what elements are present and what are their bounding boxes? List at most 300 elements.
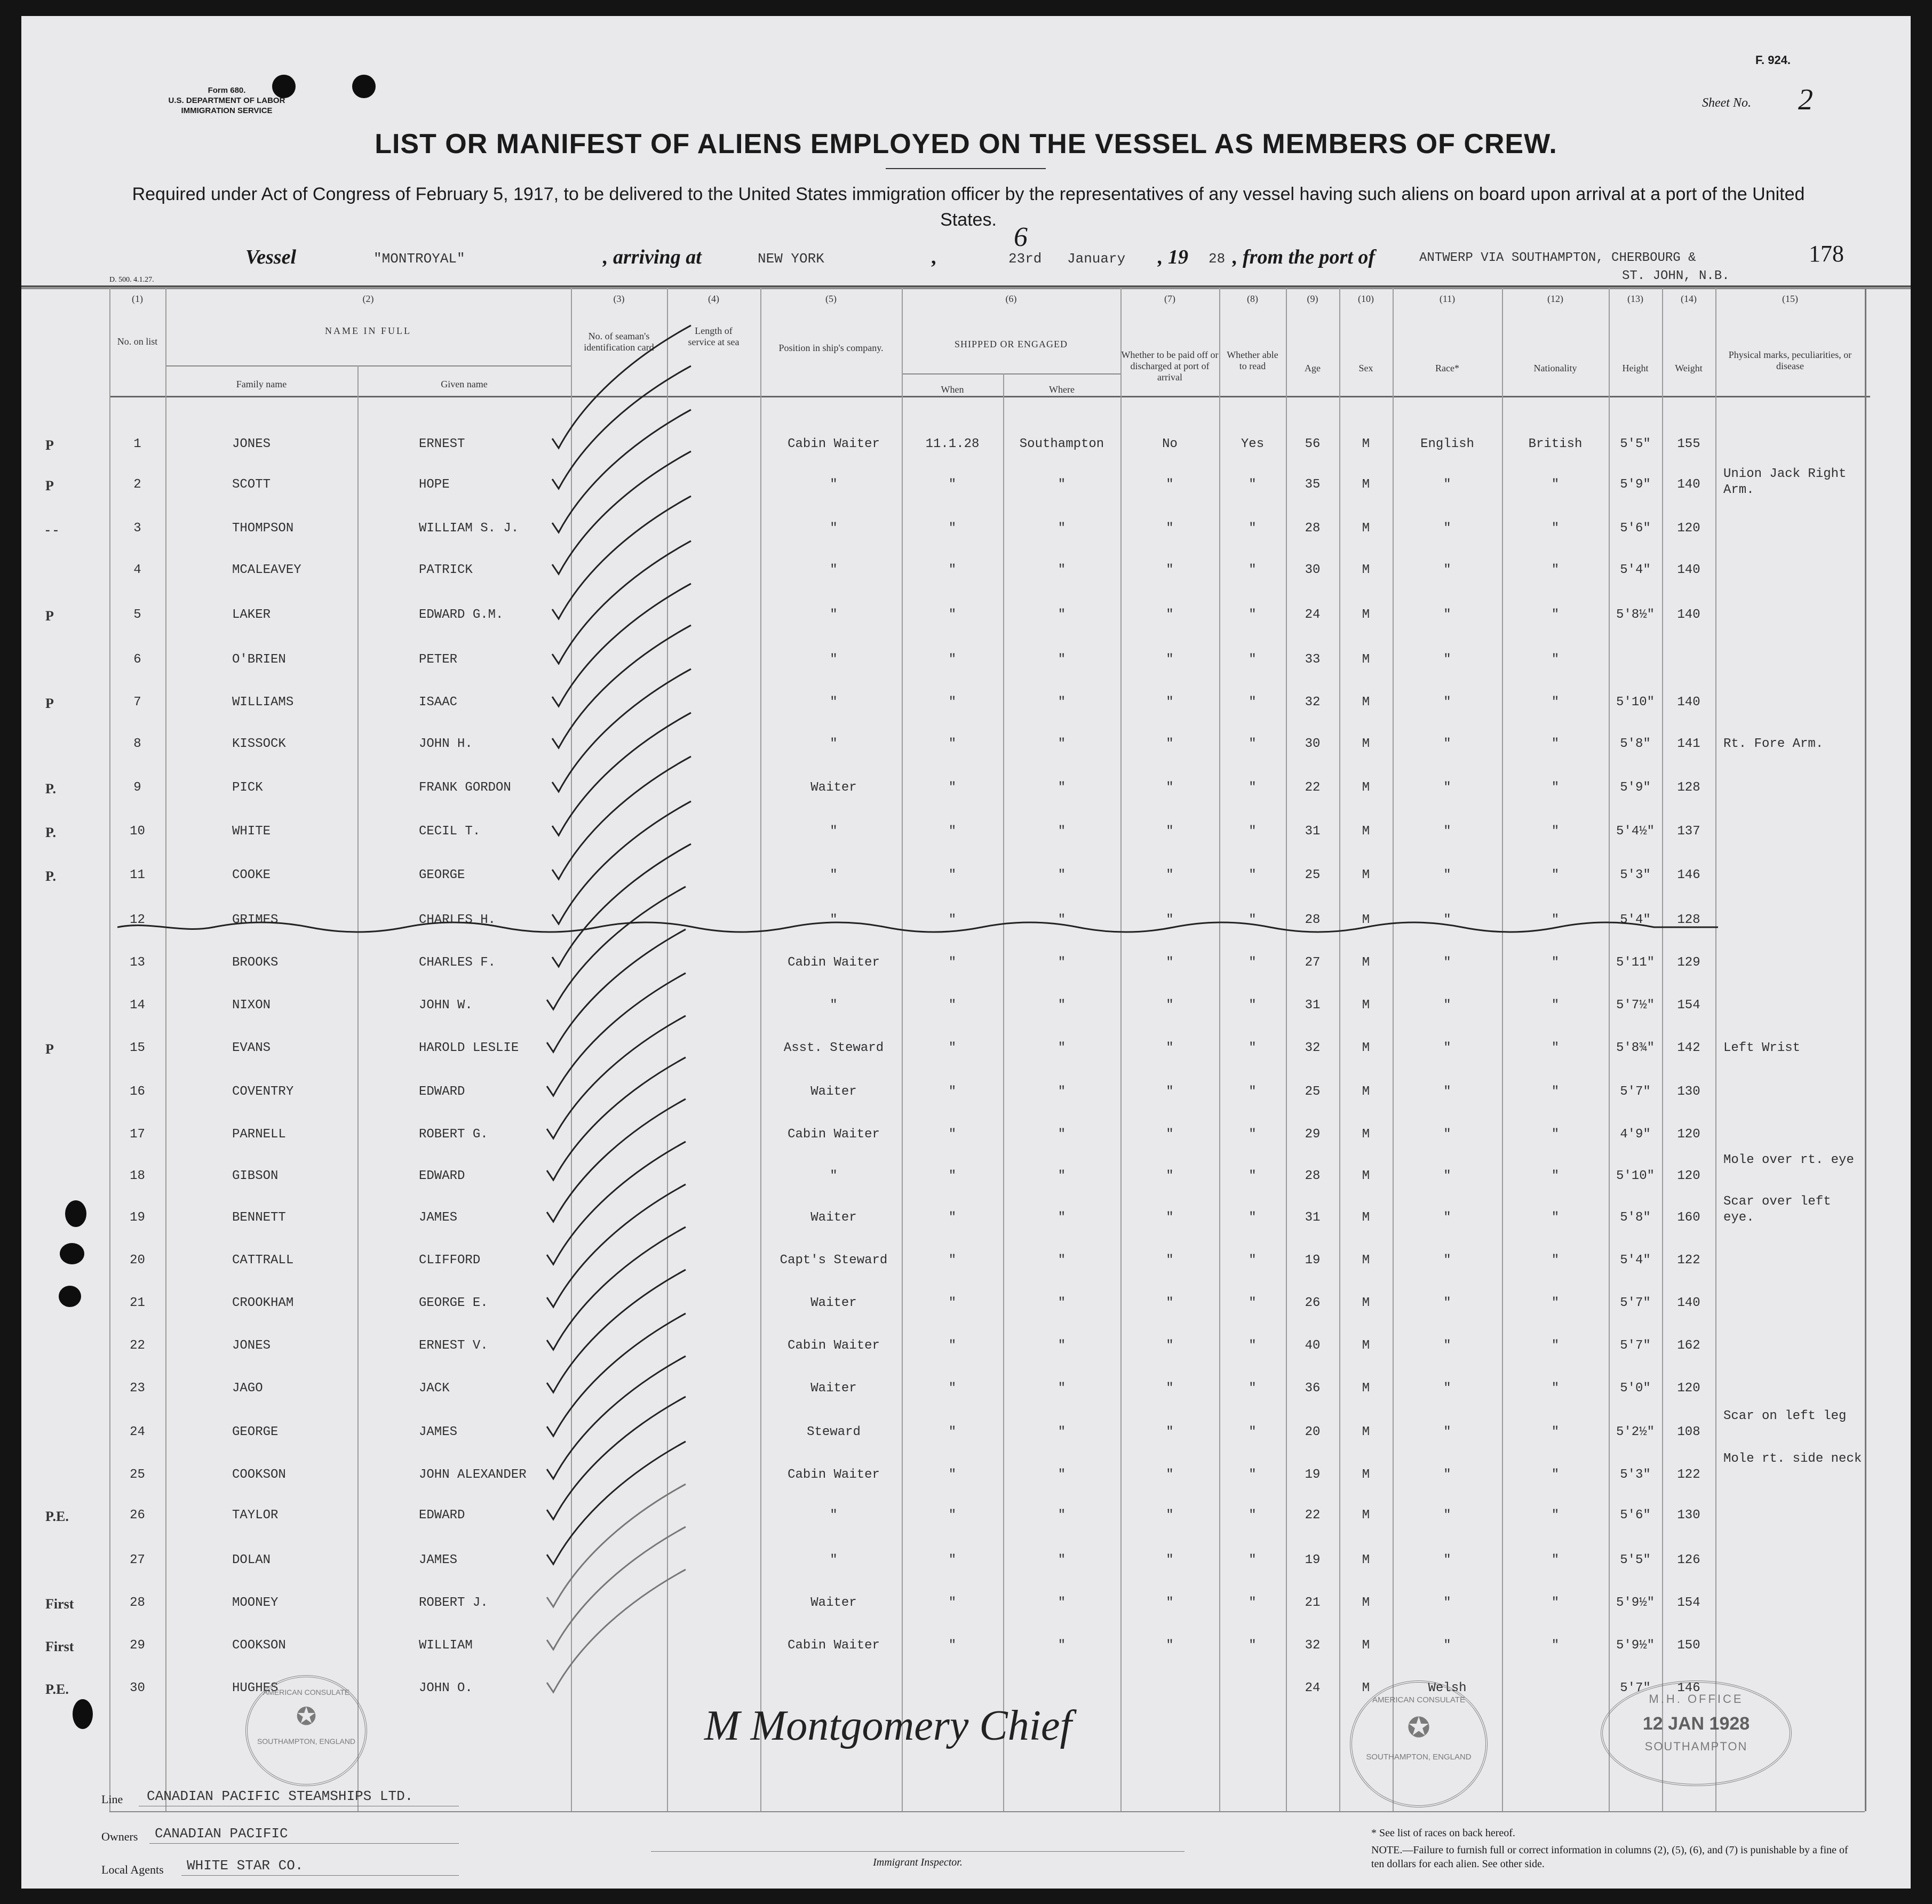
cell-when: " [948, 563, 957, 577]
check-mark-icon [552, 410, 691, 532]
check-mark-icon [552, 844, 691, 967]
header-given-name: Given name [441, 379, 488, 389]
cell-age: 28 [1305, 1169, 1321, 1183]
cell-sex: M [1362, 1127, 1370, 1142]
cell-height: 5'4" [1620, 1253, 1651, 1268]
cell-no: 24 [130, 1425, 145, 1439]
cell-no: 4 [133, 563, 141, 577]
office-date-stamp [1601, 1680, 1792, 1786]
cell-race: " [1443, 868, 1451, 882]
stamp-text: AMERICAN CONSULATE [1372, 1695, 1465, 1704]
cell-position: Cabin Waiter [788, 1339, 880, 1353]
inspector-check-marks [21, 16, 1911, 1889]
cell-read: " [1249, 1425, 1257, 1439]
check-mark-icon [547, 1527, 686, 1650]
cell-race: " [1443, 1127, 1451, 1142]
cell-position: " [830, 824, 838, 839]
cell-race: " [1443, 1210, 1451, 1225]
cell-race: English [1420, 437, 1474, 451]
sheet-number: 2 [1798, 83, 1813, 116]
cell-no: 17 [130, 1127, 145, 1142]
cell-where: " [1058, 955, 1066, 970]
cell-where: " [1058, 1468, 1066, 1482]
cell-age: 56 [1305, 437, 1321, 451]
cell-sex: M [1362, 824, 1370, 839]
stamp-text: SOUTHAMPTON, ENGLAND [1366, 1752, 1472, 1762]
cell-read: " [1249, 1596, 1257, 1610]
cell-family: THOMPSON [232, 521, 294, 536]
cell-nationality: " [1551, 1339, 1560, 1353]
agents-underline [181, 1875, 459, 1876]
cell-weight: 162 [1677, 1339, 1700, 1353]
check-mark-icon [547, 1441, 686, 1564]
manifest-sheet [21, 16, 1911, 1889]
cell-paid: " [1166, 824, 1174, 839]
cell-no: 8 [133, 737, 141, 751]
cell-given: GEORGE E. [419, 1296, 488, 1310]
header-seamans-card: No. of seaman's identification card [584, 331, 654, 353]
cell-given: JACK [419, 1381, 450, 1396]
cell-age: 32 [1305, 1638, 1321, 1653]
cell-weight: 130 [1677, 1085, 1700, 1099]
cell-where: " [1058, 563, 1066, 577]
cell-age: 28 [1305, 521, 1321, 536]
cell-nationality: " [1551, 652, 1560, 667]
cell-nationality: " [1551, 695, 1560, 710]
cell-sex: M [1362, 998, 1370, 1013]
cell-position: Cabin Waiter [788, 1468, 880, 1482]
cell-age: 32 [1305, 1041, 1321, 1055]
owners-underline [149, 1843, 459, 1844]
cell-sex: M [1362, 1681, 1370, 1695]
cell-given: JAMES [419, 1210, 458, 1225]
cell-when: " [948, 1210, 957, 1225]
arriving-label: , arriving at [603, 246, 702, 268]
cell-family: COOKE [232, 868, 271, 882]
cell-height: 5'3" [1620, 868, 1651, 882]
arriving-port: NEW YORK [758, 251, 824, 267]
cell-when: " [948, 1127, 957, 1142]
cell-family: PICK [232, 780, 263, 795]
cell-family: BENNETT [232, 1210, 286, 1225]
cell-weight: 146 [1677, 868, 1700, 882]
check-mark-icon [547, 1184, 686, 1307]
strike-through-line [117, 921, 1718, 937]
stamp-text: SOUTHAMPTON, ENGLAND [257, 1737, 356, 1746]
cell-paid: No [1162, 437, 1178, 451]
cell-race: " [1443, 1253, 1451, 1268]
cell-race: " [1443, 1596, 1451, 1610]
page-number: 178 [1809, 241, 1844, 267]
margin-note: P.E. [45, 1509, 69, 1524]
cell-paid: " [1166, 1553, 1174, 1567]
cell-weight: 140 [1677, 563, 1700, 577]
cell-physical: Scar over left eye. [1723, 1194, 1831, 1225]
cell-paid: " [1166, 955, 1174, 970]
cell-when: " [948, 1041, 957, 1055]
cell-age: 26 [1305, 1296, 1321, 1310]
cell-no: 16 [130, 1085, 145, 1099]
cell-age: 30 [1305, 737, 1321, 751]
cell-position: Waiter [810, 1296, 857, 1310]
cell-position: " [830, 1508, 838, 1523]
agents-label: Local Agents [101, 1863, 164, 1876]
eagle-icon: ✪ [296, 1702, 317, 1730]
cell-nationality: " [1551, 737, 1560, 751]
header-nationality: Nationality [1533, 363, 1577, 373]
cell-race: " [1443, 1296, 1451, 1310]
cell-read: " [1249, 1638, 1257, 1653]
cell-height: 5'5" [1620, 1553, 1651, 1567]
cell-no: 6 [133, 652, 141, 667]
cell-sex: M [1362, 1296, 1370, 1310]
cell-read: " [1249, 695, 1257, 710]
margin-note: First [45, 1639, 74, 1654]
form-number: Form 680. [208, 86, 246, 95]
cell-family: MOONEY [232, 1596, 279, 1610]
cell-position: " [830, 608, 838, 622]
print-code: D. 500. 4.1.27. [109, 276, 154, 284]
check-mark-icon [547, 973, 686, 1096]
cell-height: 5'4" [1620, 563, 1651, 577]
cell-nationality: " [1551, 563, 1560, 577]
cell-read: " [1249, 1041, 1257, 1055]
cell-no: 19 [130, 1210, 145, 1225]
line-label: Line [101, 1793, 123, 1806]
cell-height: 5'7" [1620, 1339, 1651, 1353]
cell-no: 23 [130, 1381, 145, 1396]
cell-where: " [1058, 1553, 1066, 1567]
cell-sex: M [1362, 1508, 1370, 1523]
cell-nationality: " [1551, 1381, 1560, 1396]
margin-note: P.E. [45, 1682, 69, 1697]
cell-sex: M [1362, 695, 1370, 710]
cell-family: HUGHES [232, 1681, 279, 1695]
cell-read: " [1249, 1339, 1257, 1353]
cell-where: " [1058, 1085, 1066, 1099]
page-subtitle: Required under Act of Congress of February 5, 1917, to be delivered to the United States immigration officer by the representatives of any vessel having such aliens on board upon arrival at a port of the United States. [132, 184, 1805, 230]
cell-weight: 150 [1677, 1638, 1700, 1653]
cell-weight: 120 [1677, 1127, 1700, 1142]
cell-where: Southampton [1019, 437, 1104, 451]
cell-position: Waiter [810, 1210, 857, 1225]
cell-given: PETER [419, 652, 458, 667]
cell-weight: 122 [1677, 1468, 1700, 1482]
cell-family: JONES [232, 437, 271, 451]
cell-age: 35 [1305, 477, 1321, 492]
cell-given: JAMES [419, 1553, 458, 1567]
cell-family: JONES [232, 1339, 271, 1353]
cell-physical: Rt. Fore Arm. [1723, 737, 1824, 751]
cell-family: CROOKHAM [232, 1296, 294, 1310]
cell-physical: Mole over rt. eye [1723, 1153, 1854, 1167]
header-paid-off: Whether to be paid off or discharged at port of arrival [1121, 349, 1219, 383]
margin-note: P. [45, 781, 56, 796]
year-suffix: 28 [1209, 251, 1226, 267]
cell-paid: " [1166, 1468, 1174, 1482]
cell-sex: M [1362, 1253, 1370, 1268]
cell-paid: " [1166, 780, 1174, 795]
cell-position: Waiter [810, 1085, 857, 1099]
cell-given: EDWARD [419, 1085, 465, 1099]
cell-given: ERNEST [419, 437, 465, 451]
cell-weight: 141 [1677, 737, 1700, 751]
cell-when: " [948, 1381, 957, 1396]
cell-race: " [1443, 477, 1451, 492]
margin-note: P [45, 696, 54, 711]
cell-paid: " [1166, 1638, 1174, 1653]
cell-position: Cabin Waiter [788, 955, 880, 970]
cell-given: CHARLES H. [419, 913, 496, 927]
col-number: (9) [1307, 293, 1318, 304]
cell-position: Steward [807, 1425, 861, 1439]
cell-paid: " [1166, 1339, 1174, 1353]
cell-read: " [1249, 1169, 1257, 1183]
cell-height: 5'6" [1620, 521, 1651, 536]
cell-read: Yes [1241, 437, 1265, 451]
cell-read: " [1249, 608, 1257, 622]
cell-read: " [1249, 1553, 1257, 1567]
cell-read: " [1249, 1253, 1257, 1268]
cell-when: " [948, 652, 957, 667]
cell-paid: " [1166, 1127, 1174, 1142]
margin-note: P [45, 478, 54, 493]
cell-weight: 160 [1677, 1210, 1700, 1225]
check-mark-icon [547, 1484, 686, 1607]
cell-nationality: " [1551, 1127, 1560, 1142]
cell-age: 33 [1305, 652, 1321, 667]
cell-sex: M [1362, 521, 1370, 536]
header-where: Where [1049, 384, 1075, 395]
cell-given: EDWARD [419, 1508, 465, 1523]
cell-race: " [1443, 1425, 1451, 1439]
cell-position: " [830, 1553, 838, 1567]
cell-height: 5'8" [1620, 1210, 1651, 1225]
cell-race: " [1443, 652, 1451, 667]
check-mark-icon [547, 1227, 686, 1350]
cell-no: 20 [130, 1253, 145, 1268]
cell-age: 25 [1305, 1085, 1321, 1099]
cell-given: FRANK GORDON [419, 780, 511, 795]
margin-note: P [45, 437, 54, 453]
col-number: (7) [1164, 293, 1175, 304]
cell-age: 24 [1305, 608, 1321, 622]
cell-nationality: " [1551, 824, 1560, 839]
cell-weight: 140 [1677, 695, 1700, 710]
cell-family: SCOTT [232, 477, 271, 492]
cell-paid: " [1166, 1381, 1174, 1396]
cell-where: " [1058, 1638, 1066, 1653]
cell-height: 5'4" [1620, 913, 1651, 927]
page-title: LIST OR MANIFEST OF ALIENS EMPLOYED ON THE VESSEL AS MEMBERS OF CREW. [375, 129, 1557, 160]
cell-given: CECIL T. [419, 824, 481, 839]
cell-paid: " [1166, 998, 1174, 1013]
cell-position: " [830, 652, 838, 667]
cell-no: 11 [130, 868, 145, 882]
header-sex: Sex [1358, 363, 1373, 373]
date-month: January [1067, 251, 1126, 267]
cell-where: " [1058, 1596, 1066, 1610]
cell-when: " [948, 1296, 957, 1310]
cell-sex: M [1362, 1553, 1370, 1567]
cell-no: 21 [130, 1296, 145, 1310]
cell-position: " [830, 868, 838, 882]
cell-position: " [830, 563, 838, 577]
cell-family: COOKSON [232, 1468, 286, 1482]
cell-when: " [948, 477, 957, 492]
cell-where: " [1058, 1296, 1066, 1310]
header-no-on-list: No. on list [117, 336, 158, 347]
cell-when: " [948, 695, 957, 710]
margin-note: P. [45, 825, 56, 840]
check-mark-icon [552, 625, 691, 748]
cell-paid: " [1166, 1085, 1174, 1099]
date-day: 23rd [1008, 251, 1042, 267]
cell-position: Asst. Steward [783, 1041, 884, 1055]
cell-sex: M [1362, 1339, 1370, 1353]
cell-nationality: " [1551, 1253, 1560, 1268]
cell-weight: 108 [1677, 1425, 1700, 1439]
cell-height: 5'11" [1616, 955, 1655, 970]
cell-when: " [948, 737, 957, 751]
cell-age: 19 [1305, 1253, 1321, 1268]
cell-age: 20 [1305, 1425, 1321, 1439]
cell-sex: M [1362, 652, 1370, 667]
cell-nationality: " [1551, 1638, 1560, 1653]
cell-age: 19 [1305, 1468, 1321, 1482]
check-mark-icon [552, 669, 691, 792]
cell-height: 5'10" [1616, 695, 1655, 710]
cell-sex: M [1362, 1381, 1370, 1396]
cell-nationality: " [1551, 521, 1560, 536]
margin-note: P. [45, 869, 56, 884]
cell-no: 10 [130, 824, 145, 839]
cell-paid: " [1166, 1210, 1174, 1225]
cell-when: " [948, 955, 957, 970]
agents-value: WHITE STAR CO. [187, 1858, 304, 1874]
cell-sex: M [1362, 1468, 1370, 1482]
check-mark-icon [547, 1356, 686, 1479]
cell-read: " [1249, 477, 1257, 492]
cell-when: " [948, 1638, 957, 1653]
cell-nationality: " [1551, 868, 1560, 882]
cell-race: " [1443, 998, 1451, 1013]
cell-height: 5'8" [1620, 737, 1651, 751]
consulate-seal-stamp [1350, 1680, 1488, 1807]
cell-nationality: " [1551, 1041, 1560, 1055]
cell-position: " [830, 913, 838, 927]
cell-given: HOPE [419, 477, 450, 492]
cell-age: 31 [1305, 824, 1321, 839]
cell-where: " [1058, 913, 1066, 927]
cell-paid: " [1166, 563, 1174, 577]
header-family-name: Family name [236, 379, 287, 389]
cell-read: " [1249, 1381, 1257, 1396]
col-number: (8) [1247, 293, 1258, 304]
cell-when: " [948, 1253, 957, 1268]
cell-read: " [1249, 1085, 1257, 1099]
cell-height: 5'9½" [1616, 1638, 1655, 1653]
cell-sex: M [1362, 913, 1370, 927]
check-mark-icon [552, 366, 691, 489]
cell-position: " [830, 737, 838, 751]
col-number: (3) [613, 293, 625, 304]
cell-weight: 142 [1677, 1041, 1700, 1055]
cell-family: DOLAN [232, 1553, 271, 1567]
cell-where: " [1058, 1508, 1066, 1523]
cell-age: 22 [1305, 1508, 1321, 1523]
cell-nationality: " [1551, 1210, 1560, 1225]
cell-given: EDWARD G.M. [419, 608, 504, 622]
cell-given: CLIFFORD [419, 1253, 481, 1268]
owners-label: Owners [101, 1830, 138, 1843]
cell-family: LAKER [232, 608, 271, 622]
cell-paid: " [1166, 521, 1174, 536]
cell-given: ISAAC [419, 695, 458, 710]
cell-weight: 155 [1677, 437, 1700, 451]
cell-nationality: " [1551, 1468, 1560, 1482]
cell-nationality: " [1551, 477, 1560, 492]
cell-sex: M [1362, 955, 1370, 970]
header-height: Height [1622, 363, 1649, 373]
cell-where: " [1058, 780, 1066, 795]
cell-age: 27 [1305, 955, 1321, 970]
cell-family: JAGO [232, 1381, 263, 1396]
header-able-read: Whether able to read [1227, 349, 1278, 371]
cell-height: 5'7½" [1616, 998, 1655, 1013]
cell-read: " [1249, 824, 1257, 839]
check-mark-icon [547, 1099, 686, 1222]
legal-note: NOTE.—Failure to furnish full or correct information in columns (2), (5), (6), and (7) is punishable by a fine of ten dollars for each alien. See other side. [1371, 1844, 1848, 1870]
cell-age: 31 [1305, 998, 1321, 1013]
header-weight: Weight [1675, 363, 1703, 373]
cell-where: " [1058, 1127, 1066, 1142]
check-mark-icon [547, 1016, 686, 1138]
cell-weight: 140 [1677, 1296, 1700, 1310]
margin-note: P [45, 1041, 54, 1057]
cell-position: " [830, 1169, 838, 1183]
cell-paid: " [1166, 1425, 1174, 1439]
cell-age: 29 [1305, 1127, 1321, 1142]
cell-weight: 154 [1677, 1596, 1700, 1610]
cell-age: 30 [1305, 563, 1321, 577]
cell-no: 26 [130, 1508, 145, 1523]
cell-no: 3 [133, 521, 141, 536]
col-number: (5) [825, 293, 837, 304]
cell-height: 5'9" [1620, 477, 1651, 492]
cell-physical: Union Jack Right Arm. [1723, 467, 1847, 497]
cell-family: GIBSON [232, 1169, 279, 1183]
header-race: Race* [1435, 363, 1459, 373]
cell-family: WILLIAMS [232, 695, 294, 710]
check-mark-icon [547, 1313, 686, 1436]
cell-sex: M [1362, 1085, 1370, 1099]
cell-no: 27 [130, 1553, 145, 1567]
cell-no: 14 [130, 998, 145, 1013]
cell-height: 5'7" [1620, 1296, 1651, 1310]
form-code: F. 924. [1755, 53, 1791, 67]
cell-sex: M [1362, 868, 1370, 882]
cell-height: 4'9" [1620, 1127, 1651, 1142]
cell-sex: M [1362, 563, 1370, 577]
cell-race: " [1443, 521, 1451, 536]
cell-paid: " [1166, 477, 1174, 492]
vessel-label: Vessel [245, 246, 296, 268]
cell-sex: M [1362, 1041, 1370, 1055]
stamp-date: 12 JAN 1928 [1642, 1714, 1750, 1734]
cell-age: 31 [1305, 1210, 1321, 1225]
cell-where: " [1058, 1339, 1066, 1353]
